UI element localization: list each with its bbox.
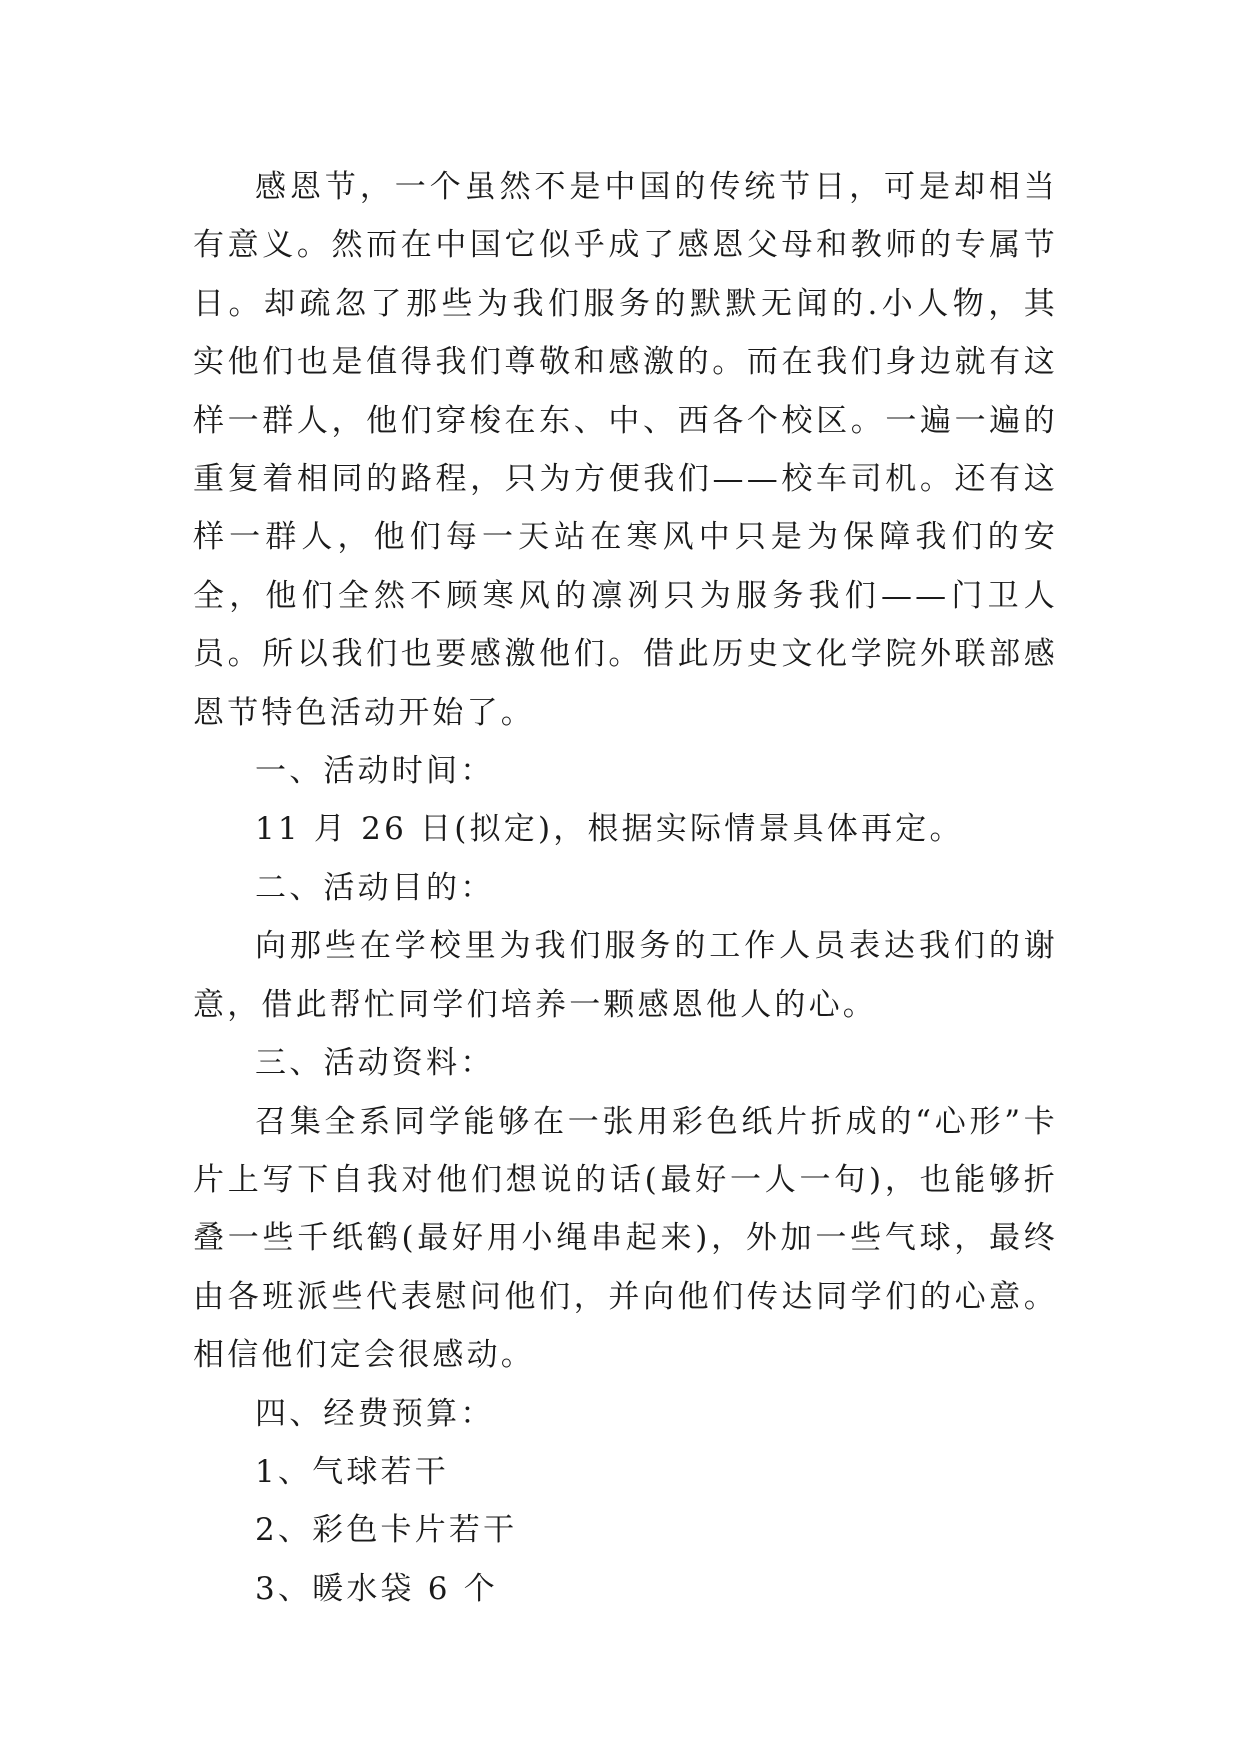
budget-item: 2、彩色卡片若干 (255, 1512, 518, 1549)
section-heading-purpose: 二、活动目的： (255, 869, 495, 906)
section-heading-budget: 四、经费预算： (255, 1395, 495, 1432)
purpose-paragraph: 向那些在学校里为我们服务的工作人员表达我们的谢意，借此帮忙同学们培养一颗感恩他人的心。 (193, 928, 1058, 1023)
document-body (193, 158, 1058, 1618)
budget-item: 1、气球若干 (255, 1453, 449, 1490)
budget-item: 3、暖水袋 6 个 (255, 1570, 498, 1607)
section-heading-time: 一、活动时间： (255, 753, 495, 790)
materials-paragraph: 召集全系同学能够在一张用彩色纸片折成的“心形”卡片上写下自我对他们想说的话(最好一人一句)，也能够折叠一些千纸鹤(最好用小绳串起来)，外加一些气球，最终由各班派些代表慰问他们，并向他们传达同学们的心意。相信他们定会很感动。 (193, 1103, 1058, 1374)
section-heading-materials: 三、活动资料： (255, 1045, 495, 1082)
intro-paragraph: 感恩节，一个虽然不是中国的传统节日，可是却相当有意义。然而在中国它似乎成了感恩父母和教师的专属节日。却疏忽了那些为我们服务的默默无闻的.小人物，其实他们也是值得我们尊敬和感激的。而在我们身边就有这样一群人，他们穿梭在东、中、西各个校区。一遍一遍的重复着相同的路程，只为方便我们——校车司机。还有这样一群人，他们每一天站在寒风中只是为保障我们的安全，他们全然不顾寒风的凛冽只为服务我们——门卫人员。所以我们也要感激他们。借此历史文化学院外联部感恩节特色活动开始了。 (193, 169, 1058, 731)
time-paragraph: 11 月 26 日(拟定)，根据实际情景具体再定。 (255, 811, 964, 848)
